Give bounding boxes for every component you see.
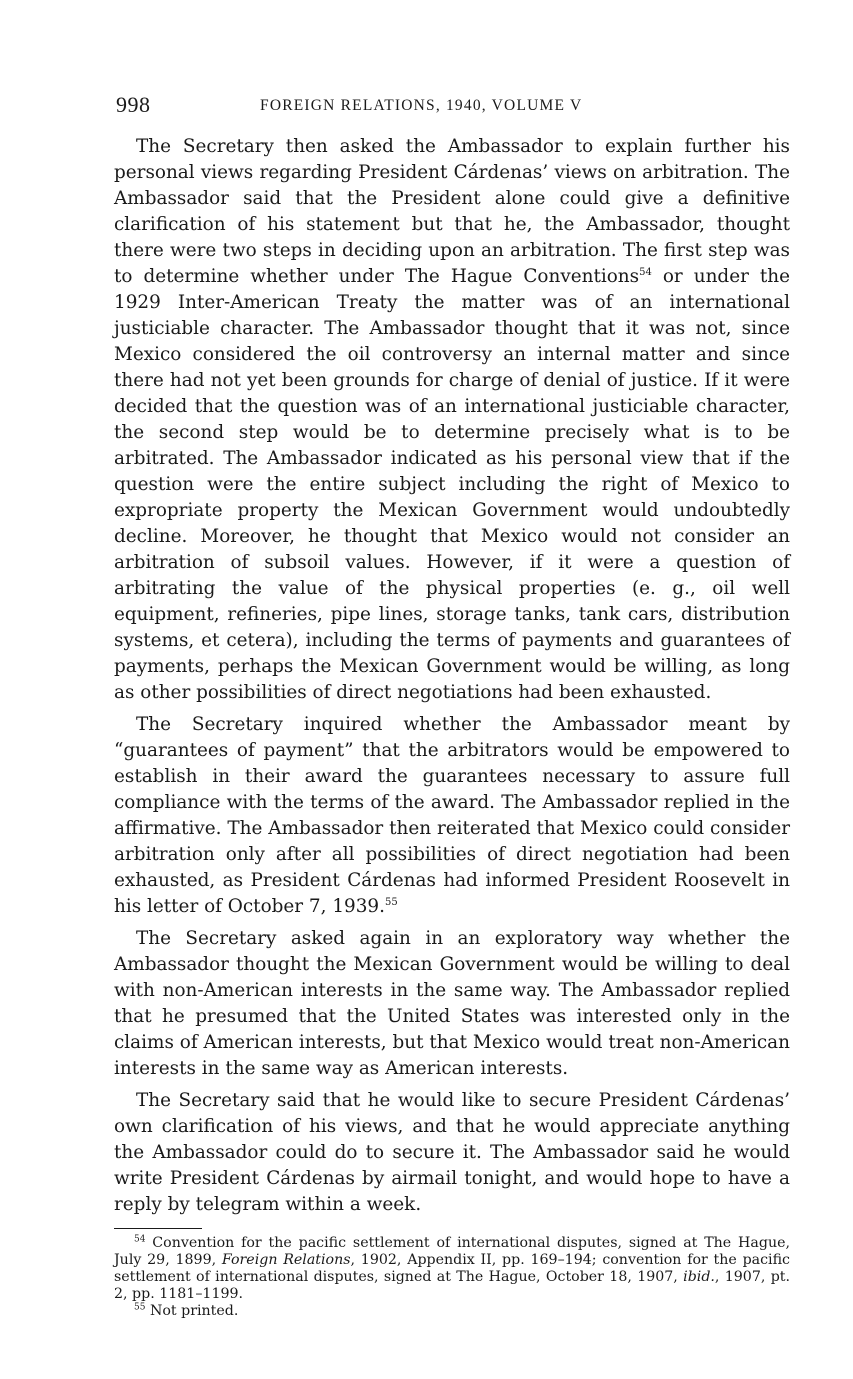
paragraph-text: The Secretary inquired whether the Ambassador meant by “guarantees of payment” that the arbitrators would be empowered to establish in their award the guarantees necessary to assure full compliance with the terms of the award. The Ambassador replied in the affirmative. The Ambassador then reiterated that Mexico could consider arbitration only after all possibilities of direct negotiation had been exhausted, as President Cárdenas had informed President Roosevelt in his letter of October 7, 1939.: [114, 714, 790, 917]
page-header: [114, 92, 790, 124]
paragraph-1: [114, 134, 790, 706]
footnote-italic-title: Foreign Relations: [221, 1252, 351, 1268]
paragraph-4: [114, 1088, 790, 1218]
footnote-text: Convention for the pacific settlement of international disputes, signed at The Hague, July 29, 1899,: [114, 1235, 790, 1268]
page-number: 998: [116, 92, 151, 117]
footnote-mark: 55: [134, 1302, 146, 1313]
footnote-54: [114, 1235, 790, 1303]
footnote-text: , 1902, Appendix II, pp. 169–194; convention for the pacific settlement of international disputes, signed at The Hague, October 18, 1907,: [114, 1252, 790, 1285]
paragraph-3: [114, 926, 790, 1082]
paragraph-2: [114, 712, 790, 920]
footnote-text: Not printed.: [149, 1303, 239, 1319]
footnote-italic-ibid: ibid.: [683, 1269, 715, 1285]
body-text: [114, 134, 790, 1218]
footnote-reference-54: 54: [639, 266, 652, 278]
footnote-text: , 1907, pt. 2, pp. 1181–1199.: [114, 1269, 790, 1302]
footnote-reference-55: 55: [384, 896, 398, 908]
paragraph-text: or under the 1929 Inter-American Treaty the matter was of an international justiciable character. The Ambassador thought that it was not, since Mexico considered the oil controversy an internal matter and since there had not yet been grounds for charge of denial of justice. If it were decided that the question was of an international justiciable character, the second step would be to determine precisely what is to be arbitrated. The Ambassador indicated as his personal view that if the question were the entire subject including the right of Mexico to expropriate property the Mexican Government would undoubtedly decline. Moreover, he thought that Mexico would not consider an arbitration of subsoil values. However, if it were a question of arbitrating the value of the physical properties (e. g., oil well equipment, refineries, pipe lines, storage tanks, tank cars, distribution systems, et cetera), including the terms of payments and guarantees of payments, perhaps the Mexican Government would be willing, as long as other possibilities of direct negotiations had been exhausted.: [114, 266, 790, 703]
document-page: [114, 92, 790, 1320]
footnotes: [114, 1235, 790, 1320]
paragraph-text: The Secretary said that he would like to secure President Cárdenas’ own clarification of his views, and that he would appreciate anything the Ambassador could do to secure it. The Ambassador said he would write President Cárdenas by airmail tonight, and would hope to have a reply by telegram within a week.: [114, 1090, 790, 1215]
footnote-divider: [114, 1228, 202, 1229]
footnote-55: [114, 1303, 790, 1320]
paragraph-text: The Secretary then asked the Ambassador to explain further his personal views regarding President Cárdenas’ views on arbitration. The Ambassador said that the President alone could give a definitive clarification of his statement but that he, the Ambassador, thought there were two steps in deciding upon an arbitration. The first step was to determine whether under The Hague Conventions: [114, 136, 790, 287]
running-head: FOREIGN RELATIONS, 1940, VOLUME V: [260, 97, 583, 114]
paragraph-text: The Secretary asked again in an exploratory way whether the Ambassador thought the Mexican Government would be willing to deal with non-American interests in the same way. The Ambassador replied that he presumed that the United States was interested only in the claims of American interests, but that Mexico would treat non-American interests in the same way as American interests.: [114, 928, 790, 1079]
footnote-mark: 54: [134, 1234, 146, 1245]
